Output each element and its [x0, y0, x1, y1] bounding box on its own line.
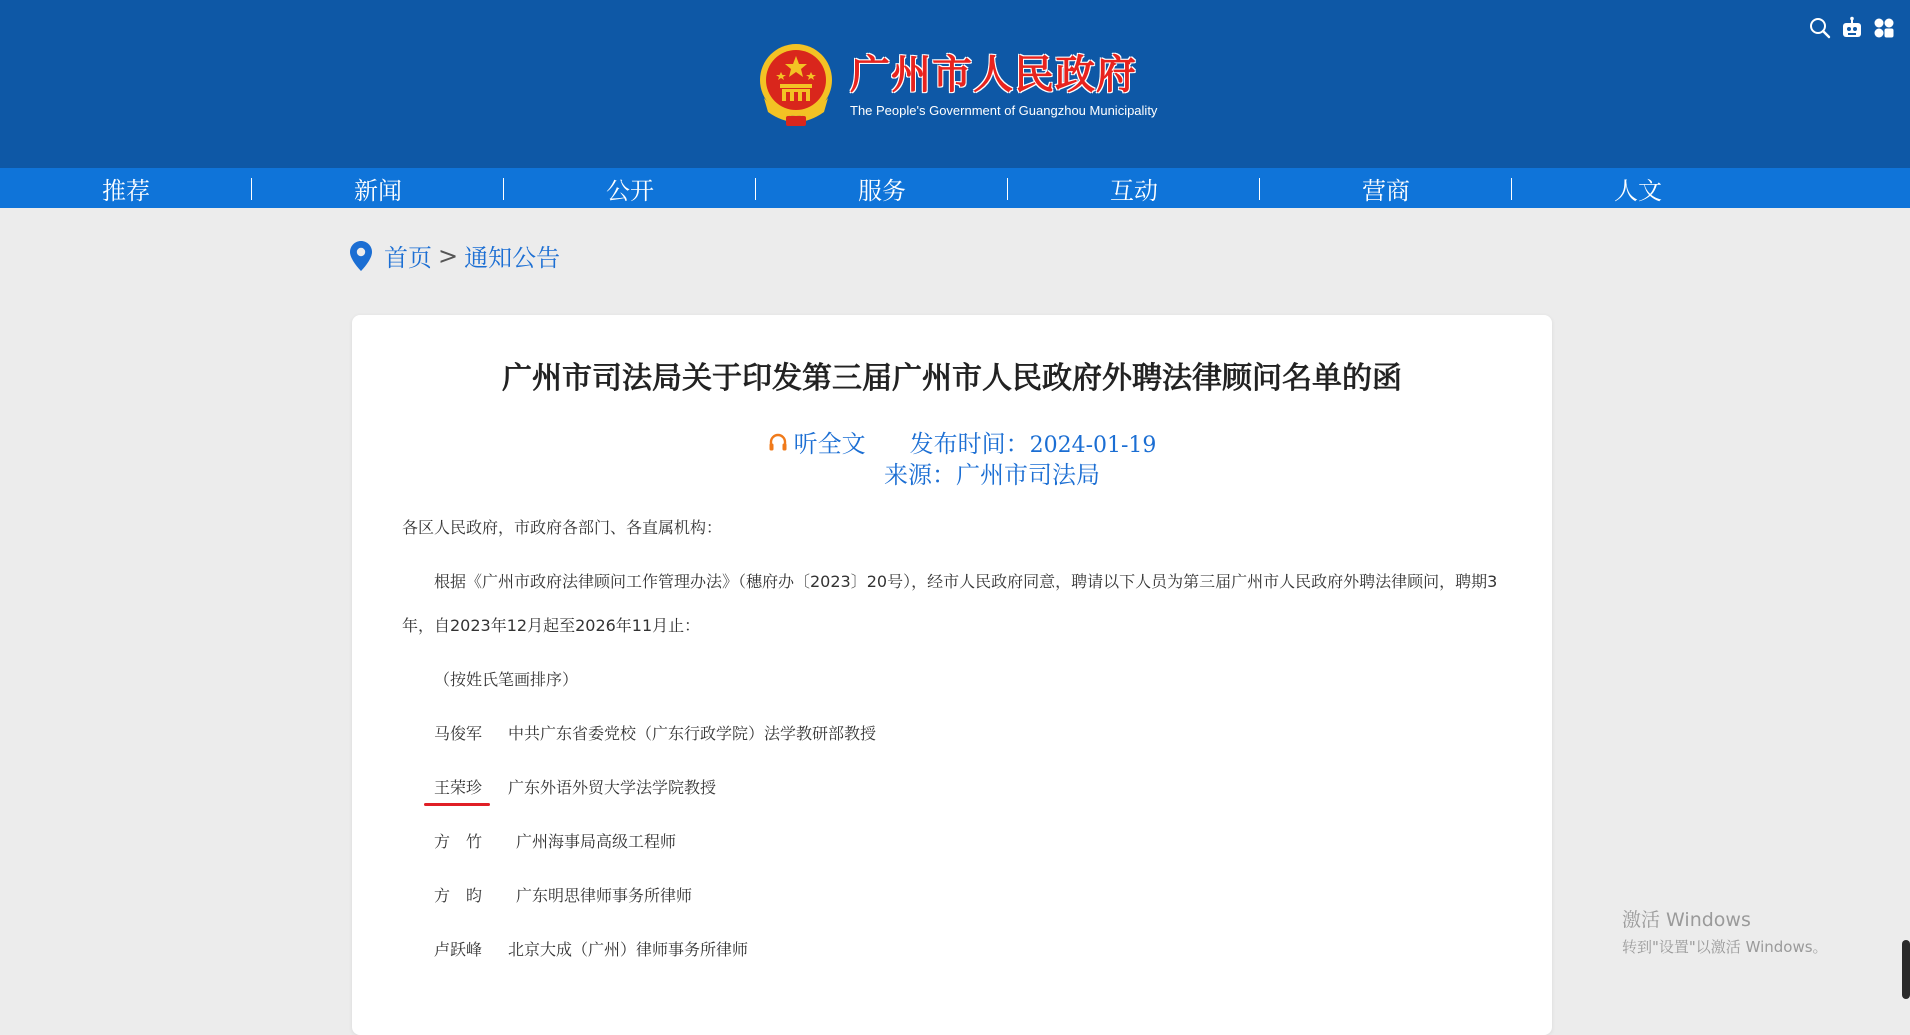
person-title: 中共广东省委党校（广东行政学院）法学教研部教授	[508, 724, 877, 743]
nav-item-culture[interactable]: 人文	[1614, 176, 1662, 205]
site-subtitle: The People's Government of Guangzhou Municipality	[850, 102, 1158, 118]
article-meta	[352, 424, 1552, 459]
source-value: 广州市司法局	[956, 461, 1100, 489]
nav-item-interact[interactable]: 互动	[1008, 168, 1260, 208]
person-row	[402, 883, 692, 906]
nav-item-service[interactable]: 服务	[756, 168, 1008, 208]
site-header	[0, 0, 1910, 168]
article-title: 广州市司法局关于印发第三届广州市人民政府外聘法律顾问名单的函	[502, 361, 1402, 396]
publish-time-label: 发布时间：	[909, 430, 1030, 458]
paragraph-line: 年，自2023年12月起至2026年11月止：	[402, 616, 701, 635]
person-name: 方 竹	[434, 832, 483, 851]
watermark-line1: 激活 Windows	[1622, 909, 1751, 931]
person-row	[402, 829, 676, 852]
nav-item-public[interactable]: 公开	[504, 168, 756, 208]
publish-date: 2024-01-19	[1029, 433, 1157, 458]
nav-item-recommend[interactable]: 推荐	[0, 168, 252, 208]
publish-time	[910, 424, 1157, 459]
person-row	[402, 937, 748, 960]
person-title: 北京大成（广州）律师事务所律师	[508, 940, 749, 959]
site-logo[interactable]	[756, 42, 1157, 128]
national-emblem-icon	[756, 42, 836, 128]
article-card	[352, 315, 1552, 1035]
paragraph-line: 根据《广州市政府法律顾问工作管理办法》（穗府办〔2023〕20号），经市人民政府同意，聘请以下人员为第三届广州市人民政府外聘法律顾问，聘期3	[434, 572, 1498, 591]
windows-activation-watermark	[1622, 905, 1828, 957]
breadcrumb-separator: >	[438, 241, 459, 270]
search-icon[interactable]	[1808, 16, 1832, 40]
main-nav	[0, 168, 1910, 208]
scrollbar-thumb[interactable]	[1902, 940, 1910, 999]
person-title: 广东明思律师事务所律师	[516, 886, 693, 905]
breadcrumb-home-link[interactable]: 首页	[384, 244, 432, 272]
salutation: 各区人民政府，市政府各部门、各直属机构：	[402, 518, 723, 537]
source-label: 来源：	[884, 461, 956, 489]
article-source	[352, 455, 1552, 490]
person-title: 广东外语外贸大学法学院教授	[508, 778, 717, 797]
person-row	[402, 721, 876, 744]
headphone-icon	[768, 432, 788, 452]
breadcrumb-current-link[interactable]: 通知公告	[464, 244, 561, 272]
person-name: 马俊军	[434, 724, 483, 743]
site-title: 广州市人民政府	[850, 51, 1137, 98]
sort-note: （按姓氏笔画排序）	[434, 670, 579, 689]
person-title: 广州海事局高级工程师	[516, 832, 677, 851]
header-tools	[1808, 16, 1896, 40]
person-name: 方 昀	[434, 886, 483, 905]
breadcrumb	[350, 238, 560, 273]
robot-icon[interactable]	[1840, 16, 1864, 40]
person-name: 卢跃峰	[434, 940, 483, 959]
nav-item-business[interactable]: 营商	[1260, 168, 1512, 208]
accessibility-icon[interactable]	[1872, 16, 1896, 40]
listen-label: 听全文	[793, 430, 866, 458]
watermark-line2: 转到"设置"以激活 Windows。	[1622, 938, 1828, 956]
person-name-highlighted: 王荣珍	[434, 775, 508, 798]
listen-button[interactable]	[768, 424, 866, 459]
nav-item-news[interactable]: 新闻	[252, 168, 504, 208]
location-pin-icon	[350, 241, 372, 271]
person-row	[402, 775, 716, 798]
